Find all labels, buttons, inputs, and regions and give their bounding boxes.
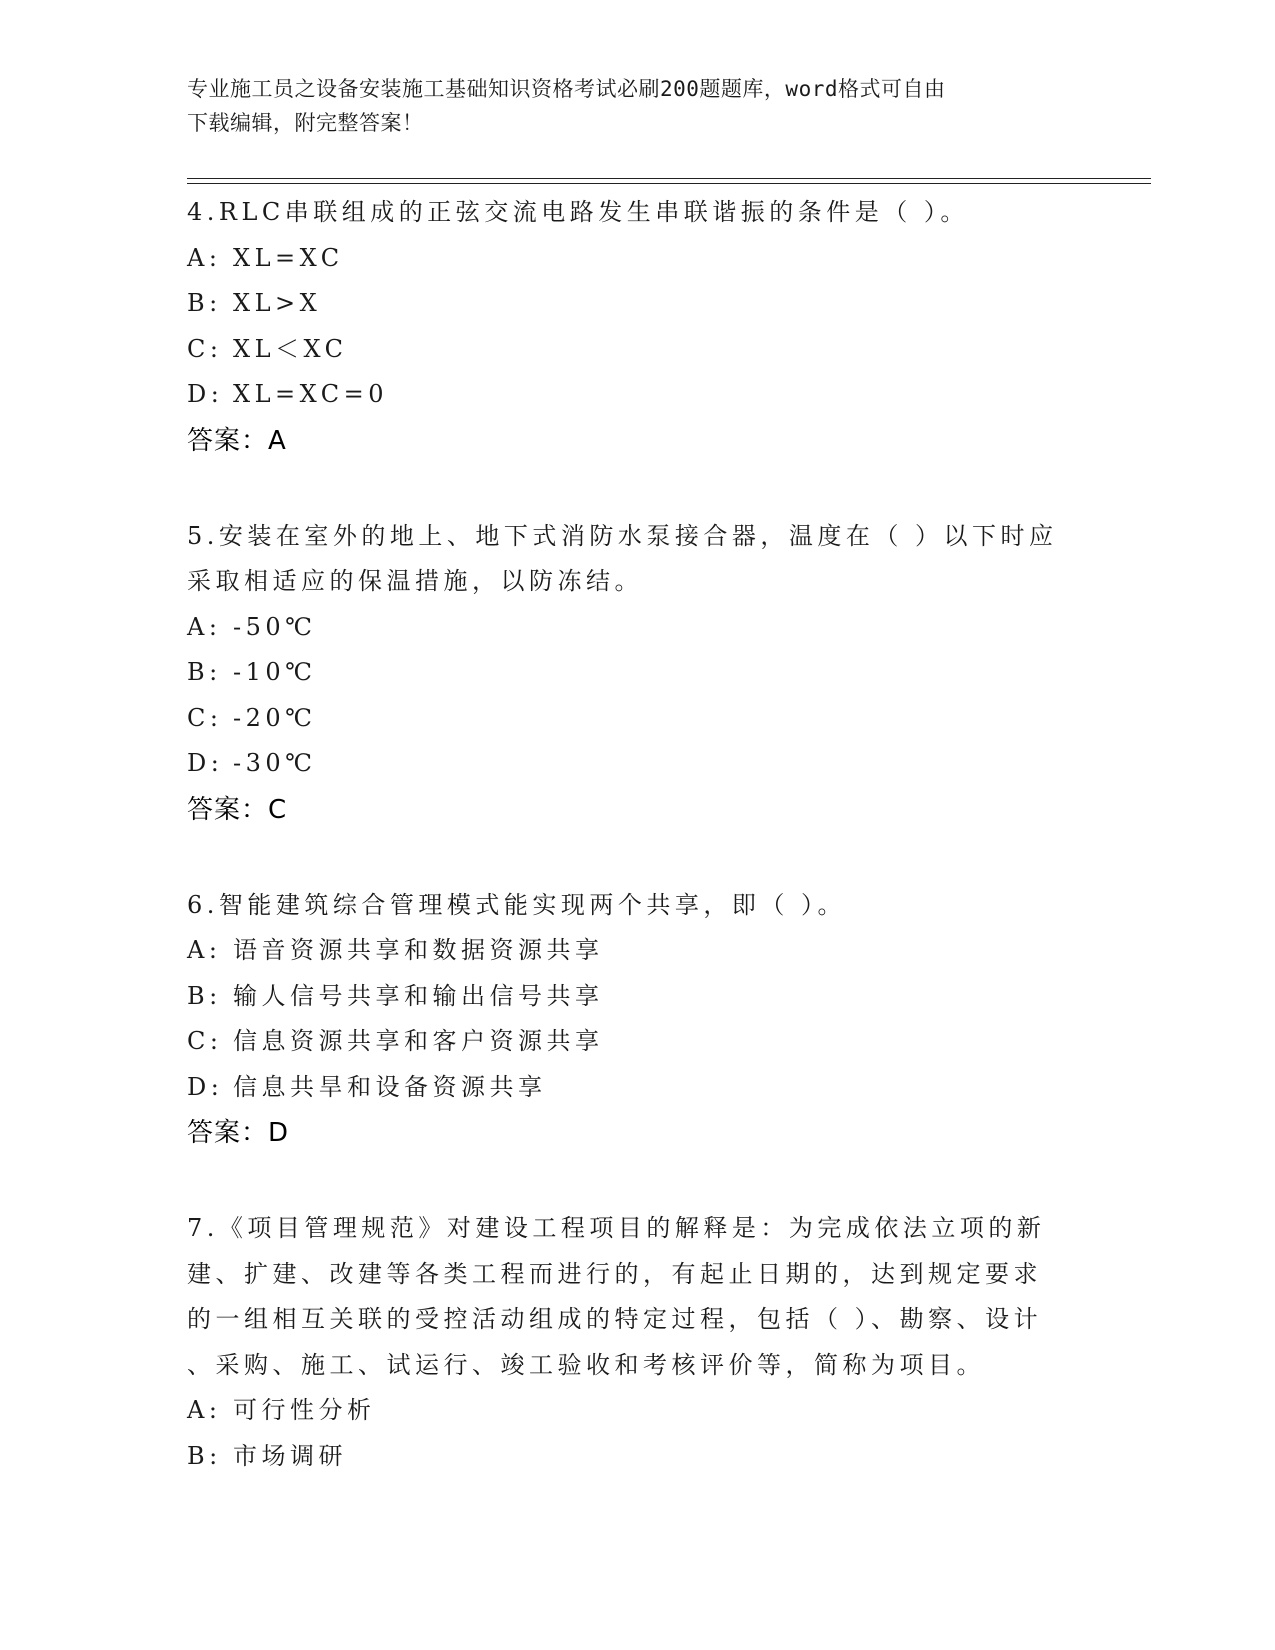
answer-line: 答案：C	[187, 794, 288, 825]
question-stem-line-3: 的一组相互关联的受控活动组成的特定过程，包括（ ）、勘察、设计	[187, 1305, 1043, 1333]
question-7	[187, 1206, 1087, 1479]
option-c	[187, 696, 1087, 742]
option-b	[187, 650, 1087, 696]
header-line-1: 专业施工员之设备安装施工基础知识资格考试必刷200题题库，word格式可自由	[187, 77, 946, 101]
option-a	[187, 236, 1087, 282]
option-letter: D:	[187, 1072, 224, 1101]
option-text: 可行性分析	[233, 1396, 376, 1424]
option-text: XL>X	[233, 289, 322, 317]
option-b	[187, 281, 1087, 327]
option-letter: D:	[187, 749, 224, 777]
option-letter: A:	[187, 1396, 222, 1424]
header-line-2: 下载编辑，附完整答案！	[187, 111, 424, 135]
question-4	[187, 190, 1087, 464]
option-c	[187, 327, 1087, 373]
option-letter: B:	[187, 289, 222, 317]
question-stem-line-1: 5.安装在室外的地上、地下式消防水泵接合器，温度在（ ）以下时应	[187, 521, 1058, 550]
option-letter: C:	[187, 703, 223, 732]
question-stem: 6.智能建筑综合管理模式能实现两个共享，即（ ）。	[187, 890, 847, 919]
question-stem-line-4: 、采购、施工、试运行、竣工验收和考核评价等，简称为项目。	[187, 1350, 985, 1379]
option-text: -10℃	[233, 658, 317, 686]
question-6	[187, 883, 1087, 1157]
option-text: -20℃	[233, 703, 317, 732]
option-text: XL=XC=0	[233, 380, 389, 408]
header-divider	[187, 178, 1151, 184]
option-c	[187, 1019, 1087, 1065]
option-letter: D:	[187, 380, 224, 408]
option-text: -50℃	[233, 612, 317, 641]
option-letter: C:	[187, 1027, 223, 1055]
question-stem-line-2: 建、扩建、改建等各类工程而进行的，有起止日期的，达到规定要求	[187, 1259, 1042, 1288]
option-text: 输人信号共享和输出信号共享	[233, 981, 604, 1010]
option-text: XL＜XC	[233, 334, 348, 363]
question-list	[187, 190, 1087, 1529]
option-text: -30℃	[233, 749, 317, 777]
answer-line: 答案：A	[187, 425, 287, 456]
answer-line: 答案：D	[187, 1118, 290, 1148]
question-stem-line-1: 7.《项目管理规范》对建设工程项目的解释是：为完成依法立项的新	[187, 1214, 1046, 1242]
option-a	[187, 1388, 1087, 1434]
option-b	[187, 974, 1087, 1020]
option-letter: C:	[187, 334, 223, 363]
question-5	[187, 514, 1087, 833]
option-letter: A:	[187, 936, 222, 964]
option-a	[187, 605, 1087, 651]
option-b	[187, 1434, 1087, 1480]
option-letter: B:	[187, 658, 222, 686]
option-letter: A:	[187, 243, 222, 272]
option-text: XL=XC	[233, 243, 344, 272]
option-text: 市场调研	[233, 1441, 347, 1470]
question-stem: 4.RLC串联组成的正弦交流电路发生串联谐振的条件是（ ）。	[187, 198, 969, 226]
option-text: 语音资源共享和数据资源共享	[233, 936, 604, 964]
option-text: 信息资源共享和客户资源共享	[233, 1027, 604, 1055]
option-letter: B:	[187, 1441, 222, 1470]
option-letter: B:	[187, 981, 222, 1010]
option-d	[187, 372, 1087, 418]
question-stem-line-2: 采取相适应的保温措施，以防冻结。	[187, 567, 643, 595]
option-text: 信息共旱和设备资源共享	[233, 1072, 547, 1101]
option-a	[187, 928, 1087, 974]
option-d	[187, 1065, 1087, 1111]
option-letter: A:	[187, 612, 222, 641]
document-header	[187, 72, 1067, 140]
option-d	[187, 741, 1087, 787]
